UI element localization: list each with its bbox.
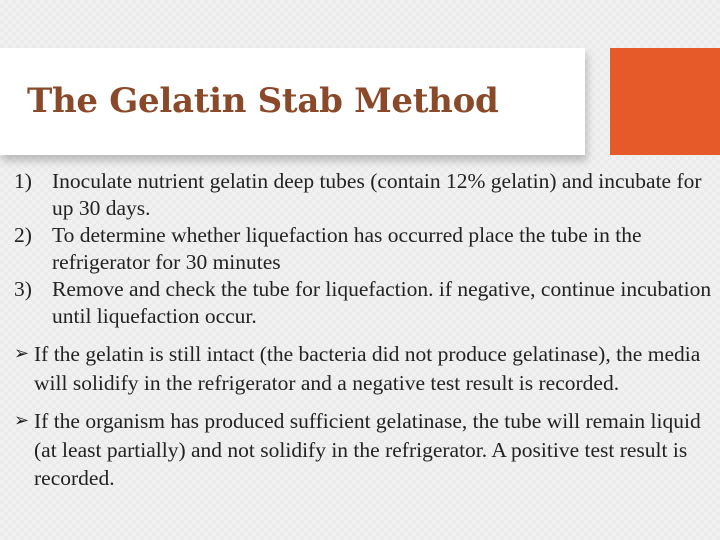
- step-item: [14, 276, 718, 330]
- arrow-bullet-icon: ➢: [14, 410, 30, 431]
- slide-title: The Gelatin Stab Method: [27, 81, 499, 121]
- accent-bar: [610, 48, 720, 155]
- step-text: Remove and check the tube for liquefaction. if negative, continue incubation until liquefaction occur.: [52, 277, 712, 328]
- result-text: If the organism has produced sufficient gelatinase, the tube will remain liquid (at least partially) and not solidify in the refrigerator. A positive test result is recorded.: [34, 409, 701, 490]
- result-item: [14, 407, 714, 493]
- step-number: 1): [14, 169, 32, 193]
- step-text: Inoculate nutrient gelatin deep tubes (contain 12% gelatin) and incubate for up 30 days.: [52, 169, 702, 220]
- step-text: To determine whether liquefaction has occurred place the tube in the refrigerator for 30 minutes: [52, 223, 642, 274]
- result-text: If the gelatin is still intact (the bacteria did not produce gelatinase), the media will solidify in the refrigerator and a negative test result is recorded.: [34, 342, 701, 395]
- steps-list: [14, 168, 718, 330]
- result-item: [14, 340, 714, 397]
- step-number: 2): [14, 223, 32, 247]
- results-list: [14, 340, 714, 503]
- step-item: [14, 222, 718, 276]
- arrow-bullet-icon: ➢: [14, 343, 30, 364]
- step-number: 3): [14, 277, 32, 301]
- step-item: [14, 168, 718, 222]
